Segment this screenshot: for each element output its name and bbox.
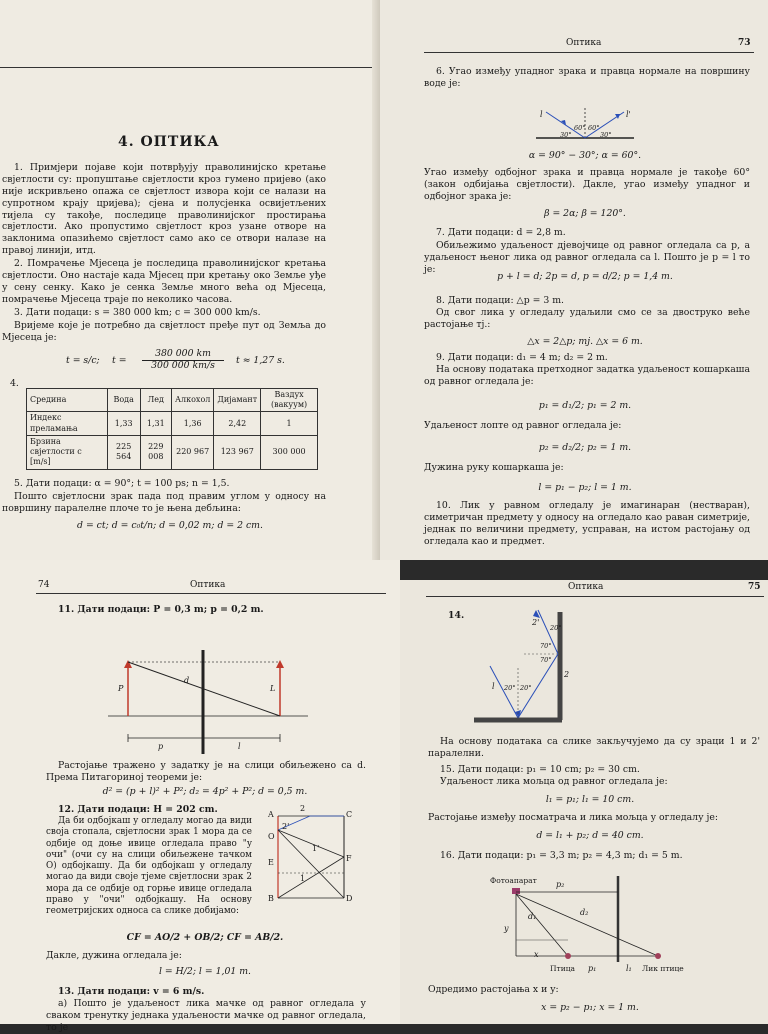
problem-9-body-3: Дужина руку кошаркаша је:: [424, 462, 564, 473]
problem-12-body-2: Дакле, дужина огледала је:: [46, 950, 182, 961]
fig16-label: Птица: [550, 964, 575, 973]
problem-6-text: 6. Угао између упадног зрака и правца нормале на површину воде је:: [424, 66, 750, 89]
fig16-label: d₂: [580, 908, 589, 917]
fig12-label: A: [268, 810, 274, 819]
fig16-label: p₂: [556, 880, 565, 889]
header-title: Оптика: [190, 580, 226, 590]
page-number: 74: [38, 580, 50, 590]
table-cell: 225 564: [107, 435, 140, 469]
fig12-label: C: [346, 810, 353, 819]
page-number: 75: [748, 582, 761, 592]
fig6-angle: 60°: [574, 124, 586, 132]
eq3-t: t =: [112, 355, 127, 366]
problem-5-body: Пошто свјетлосни зрак пада под правим углом у односу на површину паралелне плоче то је њена дебљина:: [2, 491, 326, 514]
equation-15: l₁ = p₁; l₁ = 10 cm.: [545, 794, 635, 805]
fig14-label: 20°: [550, 624, 562, 632]
problem-7-given: 7. Дати подаци: d = 2,8 m.: [436, 227, 566, 238]
table-row: [27, 435, 318, 469]
equation-6b: β = 2α; β = 120°.: [544, 208, 626, 219]
page-bottom-right: [400, 580, 768, 1024]
fig14-label: 2': [532, 618, 540, 627]
problem-9-body-2: Удаљеност лопте од равног огледала је:: [424, 420, 622, 431]
problem-12-body: Да би одбојкаш у огледалу могао да види своја стопала, свјетлосни зрак 1 мора да се одбије од доње ивице огледала право "у очи" (очи су на слици обиљежене тачком O) одбојкашу. Да би одбојкаш у огледалу могао да види своје тјеме свјетлосни зрак 2 мора да се одбије од горње ивице огледала право у "очи" одбојкашу. На основу геометријских односа са слике добијамо:: [46, 816, 252, 916]
problem-9-body: На основу података претходног задатка удаљеност кошаркаша од равног огледала је:: [424, 364, 750, 387]
problem-14-body: На основу података са слике закључујемо да су зраци 1 и 2' паралелни.: [428, 736, 760, 759]
table-cell: Дијамант: [214, 389, 261, 412]
problem-15-body-2: Растојање између посматрача и лика мољца у огледалу је:: [428, 812, 719, 823]
problem-1: 1. Примјери појаве који потврђују праволинијско кретање свјетлости су: пропуштање свјетлости кроз гумено пријево (ако није искривљено опажа се свјетлост извора који се налази на супротном крају цријева); сјена и полусјенка освијетљених тијела су такође, последице праволинијског простирања свјетлости. Ако пропустимо свјетлост кроз узане отворе на заклонима опазићемо свјетлост само ако се отвори налазе на правој линији, итд.: [2, 162, 326, 257]
fig12-label: B: [268, 894, 274, 903]
figure-reflection-6: [530, 100, 640, 145]
equation-9a: p₁ = d₁/2; p₁ = 2 m.: [538, 400, 632, 411]
fig16-label: Лик птице: [642, 964, 684, 973]
equation-9b: p₂ = d₂/2; p₂ = 1 m.: [538, 442, 632, 453]
equation-6: α = 90° − 30°; α = 60°.: [528, 150, 642, 161]
problem-7-body: Обиљежимо удаљеност дјевојчице од равног огледала са p, а удаљеност њеног лика од равног огледала са l. Пошто је p = l то је:: [424, 240, 750, 275]
equation-16: x = p₂ − p₁; x = 1 m.: [541, 1002, 639, 1013]
equation-3: [66, 348, 316, 376]
table-cell: 123 967: [214, 435, 261, 469]
fig6-angle: 60°: [588, 124, 600, 132]
fig16-label: x: [534, 950, 539, 959]
problem-9-given: 9. Дати подаци: d₁ = 4 m; d₂ = 2 m.: [436, 352, 608, 363]
fig12-label: 2: [300, 804, 306, 813]
fig12-label: O: [268, 832, 275, 841]
fig14-label: 70°: [540, 642, 552, 650]
problem-6-body: Угао између одбојног зрака и правца нормале је такође 60° (закон одбијања свјетлости). Дакле, угао између упадног и одбојног зрака је:: [424, 167, 750, 202]
problem-8-given: 8. Дати подаци: △p = 3 m.: [436, 295, 564, 306]
equation-15b: d = l₁ + p₂; d = 40 cm.: [536, 830, 644, 841]
eq3-denominator: 300 000 km/s: [151, 360, 215, 371]
problem-2: 2. Помрачење Мјесеца је последица праволинијског кретања свјетлости. Оно настаје када Мјесец при кретању око Земље уђе у сену сенку. Како је сенка Земље много већа од Мјесеца, помрачење Мјесеца траје по неколико часова.: [2, 258, 326, 305]
fig6-angle: 30°: [560, 131, 572, 139]
problem-14-number: 14.: [448, 610, 465, 621]
fig12-label: D: [346, 894, 353, 903]
table-cell: 1: [261, 412, 318, 435]
page-number: 73: [738, 38, 751, 48]
equation-12b: l = H/2; l = 1,01 m.: [158, 966, 251, 977]
eq3-numerator: 380 000 km: [142, 348, 224, 361]
table-row: [27, 412, 318, 435]
fig12-label: 1': [312, 844, 320, 853]
fig11-label-l: l: [238, 742, 241, 751]
fig16-label: Фотоапарат: [490, 876, 537, 885]
optics-table: [26, 388, 318, 470]
table-cell: 1,36: [171, 412, 213, 435]
table-cell: Ваздух (вакуум): [261, 389, 318, 412]
header-title: Оптика: [566, 38, 602, 48]
problem-16-given: 16. Дати подаци: p₁ = 3,3 m; p₂ = 4,3 m; d₁ = 5 m.: [440, 850, 683, 861]
figure-mirror-11: [108, 650, 308, 756]
problem-13-given: 13. Дати подаци: v = 6 m/s.: [58, 986, 205, 997]
problem-5-given: 5. Дати подаци: α = 90°; t = 100 ps; n = 1,5.: [14, 478, 230, 489]
header-rule: [36, 593, 386, 594]
fig11-label-L: L: [270, 684, 276, 693]
table-cell: 1,31: [140, 412, 171, 435]
problem-11-body: Растојање тражено у задатку је на слици обиљежено са d. Према Питагориној теореми је:: [46, 760, 366, 783]
table-cell: 229 008: [140, 435, 171, 469]
fig14-label: 20°: [504, 684, 516, 692]
table-cell: Алкохол: [171, 389, 213, 412]
page-top-right: [380, 0, 768, 560]
fig6-label-l: l: [540, 110, 543, 119]
header-rule: [0, 67, 372, 68]
table-cell: 300 000: [261, 435, 318, 469]
table-cell: 1,33: [107, 412, 140, 435]
table-cell: 2,42: [214, 412, 261, 435]
problem-8-body: Од свог лика у огледалу удаљили смо се за двоструко веће растојање тј.:: [424, 307, 750, 330]
fig11-label-P: P: [118, 684, 124, 693]
problem-10: 10. Лик у равном огледалу је имагинаран (нестваран), симетричан предмету у односу на огледало као раван симетрије, једнак по величини предмету, усправан, на истом растојању од огледала као и предмет.: [424, 500, 750, 547]
header-rule: [426, 596, 764, 597]
header-rule: [424, 52, 754, 53]
problem-3-given: 3. Дати подаци: s = 380 000 km; c = 300 000 km/s.: [14, 307, 261, 318]
fig14-label: 2: [564, 670, 570, 679]
figure-mirror-14: [470, 606, 580, 726]
fig14-label: 70°: [540, 656, 552, 664]
table-cell: Индекс преламања: [27, 412, 108, 435]
fig16-label: d₁: [528, 912, 537, 921]
problem-16-body: Одредимо растојања x и y:: [428, 984, 559, 995]
page-top-left: [0, 0, 380, 560]
fig16-label: p₁: [588, 964, 597, 973]
page-bottom-left: [0, 560, 400, 1033]
problem-13-body: а) Пошто је удаљеност лика мачке од равног огледала у сваком тренутку једнака удаљености мачке од равног огледала, то је: [46, 998, 366, 1033]
figure-camera-16: [490, 876, 690, 962]
fig6-label-lprime: l': [626, 110, 631, 119]
problem-12-given: 12. Дати подаци: H = 202 cm.: [58, 804, 218, 815]
problem-4-number: 4.: [10, 378, 19, 389]
table-cell: Брзина свјетлости c [m/s]: [27, 435, 108, 469]
equation-8: △x = 2△p; тј. △x = 6 m.: [527, 336, 643, 347]
table-header-row: [27, 389, 318, 412]
fig12-label: 2': [282, 822, 290, 831]
problem-15-body: Удаљеност лика мољца од равног огледала је:: [440, 776, 668, 787]
header-title: Оптика: [568, 582, 604, 592]
equation-11: d² = (p + l)² + P²; d₂ = 4p² + P²; d = 0,5 m.: [102, 786, 308, 797]
problem-3-body: Вријеме које је потребно да свјетлост пређе пут од Земља до Мјесеца је:: [2, 320, 326, 343]
equation-9c: l = p₁ − p₂; l = 1 m.: [538, 482, 632, 493]
table-cell: 220 967: [171, 435, 213, 469]
table-cell: Лед: [140, 389, 171, 412]
eq3-lhs: t = s/c;: [66, 355, 100, 366]
eq3-result: t ≈ 1,27 s.: [236, 355, 285, 366]
fig16-label: y: [504, 924, 509, 933]
equation-5: d = ct; d = c₀t/n; d = 0,02 m; d = 2 cm.: [77, 520, 263, 531]
fig14-label: 20°: [520, 684, 532, 692]
fig12-label: E: [268, 858, 274, 867]
chapter-title: 4. ОПТИКА: [118, 134, 220, 150]
fig11-label-p: p: [158, 742, 164, 751]
table-cell: Средина: [27, 389, 108, 412]
fig12-label: 1: [300, 874, 306, 883]
problem-15-given: 15. Дати подаци: p₁ = 10 cm; p₂ = 30 cm.: [440, 764, 640, 775]
table-cell: Вода: [107, 389, 140, 412]
fig14-label: l: [492, 682, 495, 691]
equation-7: p + l = d; 2p = d, p = d/2; p = 1,4 m.: [497, 271, 673, 282]
fig6-angle: 30°: [600, 131, 612, 139]
fig11-label-d: d: [184, 676, 190, 685]
equation-12: CF = AO/2 + OB/2; CF = AB/2.: [126, 932, 284, 943]
problem-11-given: 11. Дати подаци: P = 0,3 m; p = 0,2 m.: [58, 604, 264, 615]
fig16-label: l₁: [626, 964, 632, 973]
fig12-label: F: [346, 854, 352, 863]
